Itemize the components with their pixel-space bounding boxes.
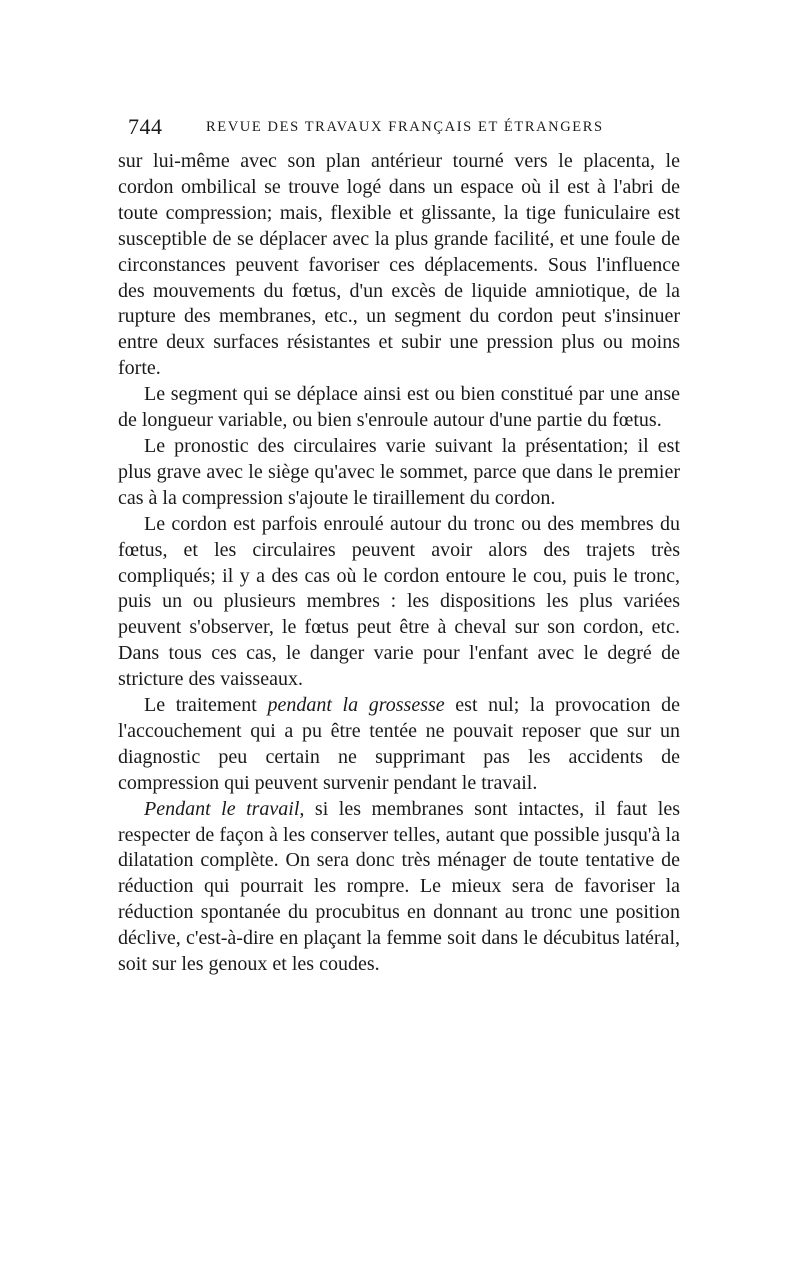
paragraph-text: si les membranes sont intactes, il faut les respecter de façon à les conserver telles, autant que possible jusqu'à la dilatation complète. On sera donc très ménager de toute tentative de réduction qui pourrait les rompre. Le mieux sera de favoriser la réduction spontanée du procubitus en donnant au tronc une position déclive, c'est-à-dire en plaçant la femme soit dans le décubitus latéral, soit sur les genoux et les coudes. — [118, 797, 681, 976]
paragraph-text: est nul; la provocation de l'accouchement qui a pu être tentée ne pouvait reposer que sur un diagnostic peu certain ne supprimant pas les accidents de compression qui peuvent survenir pendant le travail. — [118, 694, 681, 794]
page-header — [128, 114, 688, 144]
running-title: REVUE DES TRAVAUX FRANÇAIS ET ÉTRANGERS — [206, 119, 604, 135]
paragraph-pronostic: Le pronostic des circulaires varie suivant la présentation; il est plus grave avec le siège qu'avec le sommet, parce que dans le premier cas à la compression s'ajoute le tiraillement du cordon. — [118, 434, 680, 509]
emphasis-text: Pendant le travail, — [144, 797, 305, 820]
paragraph-segment-deplacement: Le segment qui se déplace ainsi est ou bien constitué par une anse de longueur variable, ou bien s'enroule autour d'une partie du fœtus. — [118, 383, 680, 432]
paragraph-traitement-grossesse — [118, 693, 680, 797]
body-text — [118, 149, 680, 978]
paragraph-cordon-enroule: Le cordon est parfois enroulé autour du tronc ou des membres du fœtus, et les circulaires peuvent avoir alors des trajets très compliqués; il y a des cas où le cordon entoure le cou, puis le tronc, puis un ou plusieurs membres : les dispositions les plus variées peuvent s'observer, le fœtus peut être à cheval sur son cordon, etc. Dans tous ces cas, le danger varie pour l'enfant avec le degré de stricture des vaisseaux. — [118, 512, 680, 691]
paragraph-traitement-travail — [118, 797, 680, 978]
paragraph-continuation: sur lui-même avec son plan antérieur tourné vers le placenta, le cordon ombilical se trouve logé dans un espace où il est à l'abri de toute compression; mais, flexible et glissante, la tige funiculaire est susceptible de se déplacer avec la plus grande facilité, et une foule de circonstances peuvent favoriser ces déplacements. Sous l'influence des mouvements du fœtus, d'un excès de liquide amniotique, de la rupture des membranes, etc., un segment du cordon peut s'insinuer entre deux surfaces résistantes et subir une pression plus ou moins forte. — [118, 150, 680, 380]
emphasis-text: pendant la grossesse — [267, 694, 445, 717]
paragraph-text: Le traitement — [144, 694, 268, 717]
page-number: 744 — [128, 114, 163, 139]
